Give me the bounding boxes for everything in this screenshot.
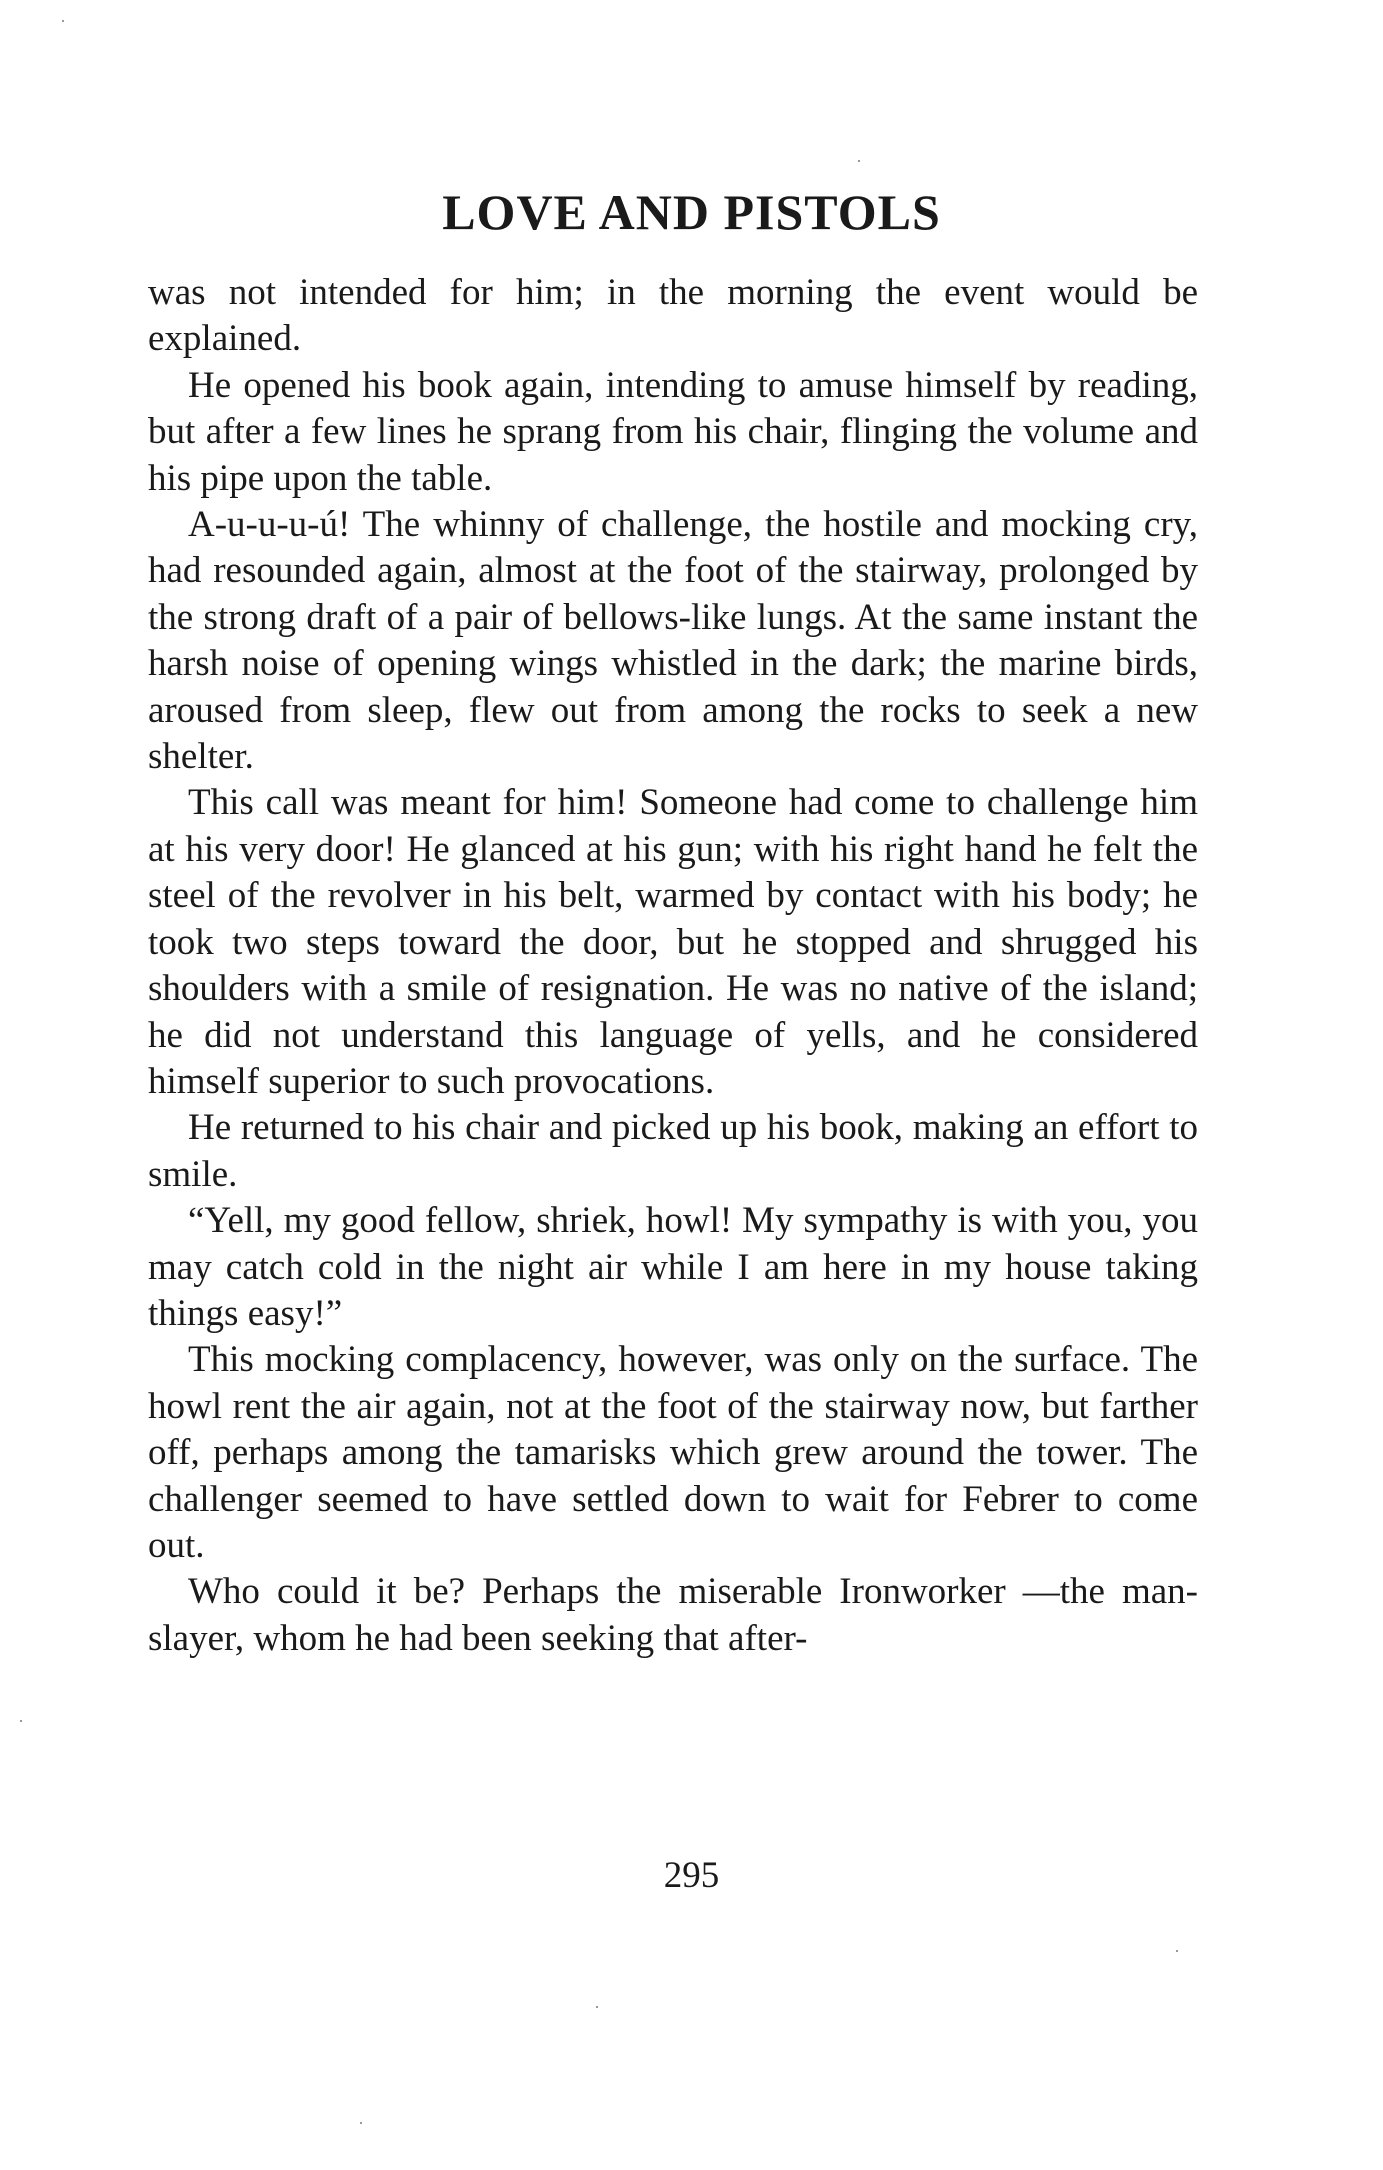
paragraph: He returned to his chair and picked up his book, making an effort to smile. [148,1107,1198,1195]
paragraph: This mocking complacency, however, was only on the surface. The howl rent the air again, not at the foot of the stairway now, but farther off, perhaps among the tamarisks which grew around the tower. The challenger seemed to have settled down to wait for Febrer to come out. [148,1339,1198,1566]
paragraph: Who could it be? Perhaps the miserable Ironworker —the man-slayer, whom he had been seeking that after- [148,1571,1198,1659]
paragraph: This call was meant for him! Someone had come to challenge him at his very door! He glanced at his gun; with his right hand he felt the steel of the revolver in his belt, warmed by contact with his body; he took two steps toward the door, but he stopped and shrugged his shoulders with a smile of resignation. He was no native of the island; he did not understand this language of yells, and he considered himself superior to such provocations. [148,782,1198,1102]
scan-speck [1176,1950,1178,1952]
scan-speck [62,20,64,22]
page-number: 295 [663,1855,720,1896]
scan-speck [20,1720,22,1722]
paragraph: A-u-u-u-ú! The whinny of challenge, the hostile and mocking cry, had resounded again, almost at the foot of the stairway, prolonged by the strong draft of a pair of bellows-like lungs. At the same instant the harsh noise of opening wings whistled in the dark; the marine birds, aroused from sleep, flew out from among the rocks to seek a new shelter. [148,504,1198,778]
paragraph: “Yell, my good fellow, shriek, howl! My sympathy is with you, you may catch cold in the night air while I am here in my house taking things easy!” [148,1200,1198,1334]
scan-speck [858,160,860,162]
running-head: LOVE AND PISTOLS [442,184,941,240]
body-text [148,270,1198,1662]
scan-speck [360,2122,362,2124]
paragraph: He opened his book again, intending to amuse himself by reading, but after a few lines he sprang from his chair, flinging the volume and his pipe upon the table. [148,364,1198,499]
paragraph-continued: was not intended for him; in the morning the event would be explained. [148,272,1198,360]
scan-speck [596,2006,598,2008]
